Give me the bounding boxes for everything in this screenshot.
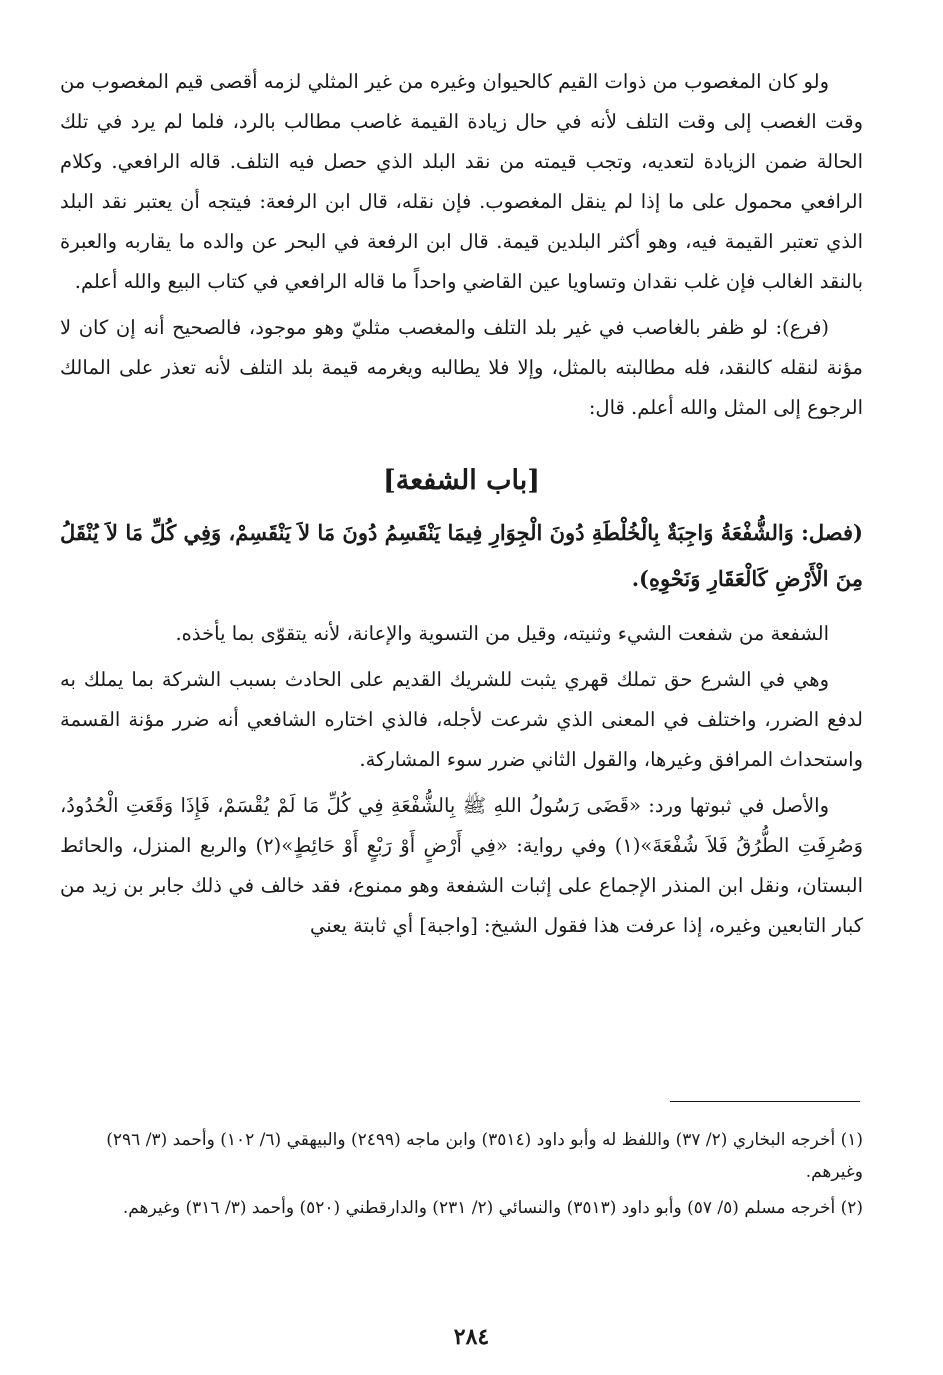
paragraph-asl: والأصل في ثبوتها ورد: «قَضَى رَسُولُ اللهِ ﷺ بِالشُّفْعَةِ فِي كُلِّ مَا لَمْ يُقْسَمْ، فَإِذَا وَقَعَتِ الْحُدُودُ، وَصُرِفَتِ الطُّرُقُ فَلاَ شُفْعَةَ»(١) وفي رواية: «فِي أَرْضٍ أَوْ رَبْعٍ أَوْ حَائِطٍ»(٢) والربع المنزل، والحائط البستان، ونقل ابن المنذر الإجماع على إثبات الشفعة وهو ممنوع، فقد خالف في ذلك جابر بن زيد من كبار التابعين وغيره، إذا عرفت هذا فقول الشيخ: [واجبة] أي ثابتة يعني — [60, 794, 863, 937]
footnote-1: (١) أخرجه البخاري (٢/ ٣٧) واللفظ له وأبو داود (٣٥١٤) وابن ماجه (٢٤٩٩) والبيهقي (٦/ ١٠٢) وأحمد (٣/ ٢٩٦) وغيرهم. — [106, 1130, 863, 1182]
paragraph-far: (فرع): لو ظفر بالغاصب في غير بلد التلف والمغصب مثليّ وهو موجود، فالصحيح أنه إن كان لا مؤنة لنقله كالنقد، فله مطالبته بالمثل، وإلا فلا يطالبه ويغرمه قيمة بلد التلف لأنه تعذر على المالك الرجوع إلى المثل والله أعلم. قال: — [60, 316, 863, 419]
footnotes — [60, 1124, 863, 1228]
page-body — [60, 62, 863, 946]
page-number: ٢٨٤ — [453, 1324, 490, 1350]
paragraph-shufa-lugha: الشفعة من شفعت الشيء وثنيته، وقيل من التسوية والإعانة، لأنه يتقوّى بما يأخذه. — [175, 622, 829, 645]
paragraph-maghsub-qiyam: ولو كان المغصوب من ذوات القيم كالحيوان وغيره من غير المثلي لزمه أقصى قيم المغصوب من وقت الغصب إلى وقت التلف لأنه في حال زيادة القيمة غاصب مطالب بالرد، فلما لم يرد في تلك الحالة ضمن الزيادة لتعديه، وتجب قيمته من نقد البلد الذي حصل فيه التلف. قاله الرافعي. وكلام الرافعي محمول على ما إذا لم ينقل المغصوب. فإن نقله، قال ابن الرفعة: فيتجه أن يعتبر نقد البلد الذي تعتبر القيمة فيه، وهو أكثر البلدين قيمة. قال ابن الرفعة في البحر عن والده ما يقاربه والعبرة بالنقد الغالب فإن غلب نقدان وتساويا عين القاضي واحداً ما قاله الرافعي في كتاب البيع والله أعلم. — [60, 70, 863, 293]
footnote-divider — [670, 1101, 860, 1102]
matn-text: (فصل: وَالشُّفْعَةُ وَاجِبَةٌ بِالْخُلْطَةِ دُونَ الْجِوَارِ فِيمَا يَنْقَسِمُ دُونَ مَا لاَ يَنْقَسِمْ، وَفِي كُلِّ مَا لاَ يُنْقَلُ مِنَ الْأَرْضِ كَالْعَقَارِ وَنَحْوِهِ). — [60, 520, 863, 591]
section-title: [باب الشفعة] — [382, 465, 541, 496]
footnote-2: (٢) أخرجه مسلم (٥/ ٥٧) وأبو داود (٣٥١٣) والنسائي (٢/ ٢٣١) والدارقطني (٥٢٠) وأحمد (٣/ ٣١٦) وغيرهم. — [122, 1198, 863, 1218]
paragraph-shufa-shar: وهي في الشرع حق تملك قهري يثبت للشريك القديم على الحادث بسبب الشركة بما يملك به لدفع الضرر، واختلف في المعنى الذي شرعت لأجله، فالذي اختاره الشافعي أنه ضرر مؤنة القسمة واستحداث المرافق وغيرها، والقول الثاني ضرر سوء المشاركة. — [60, 668, 863, 771]
